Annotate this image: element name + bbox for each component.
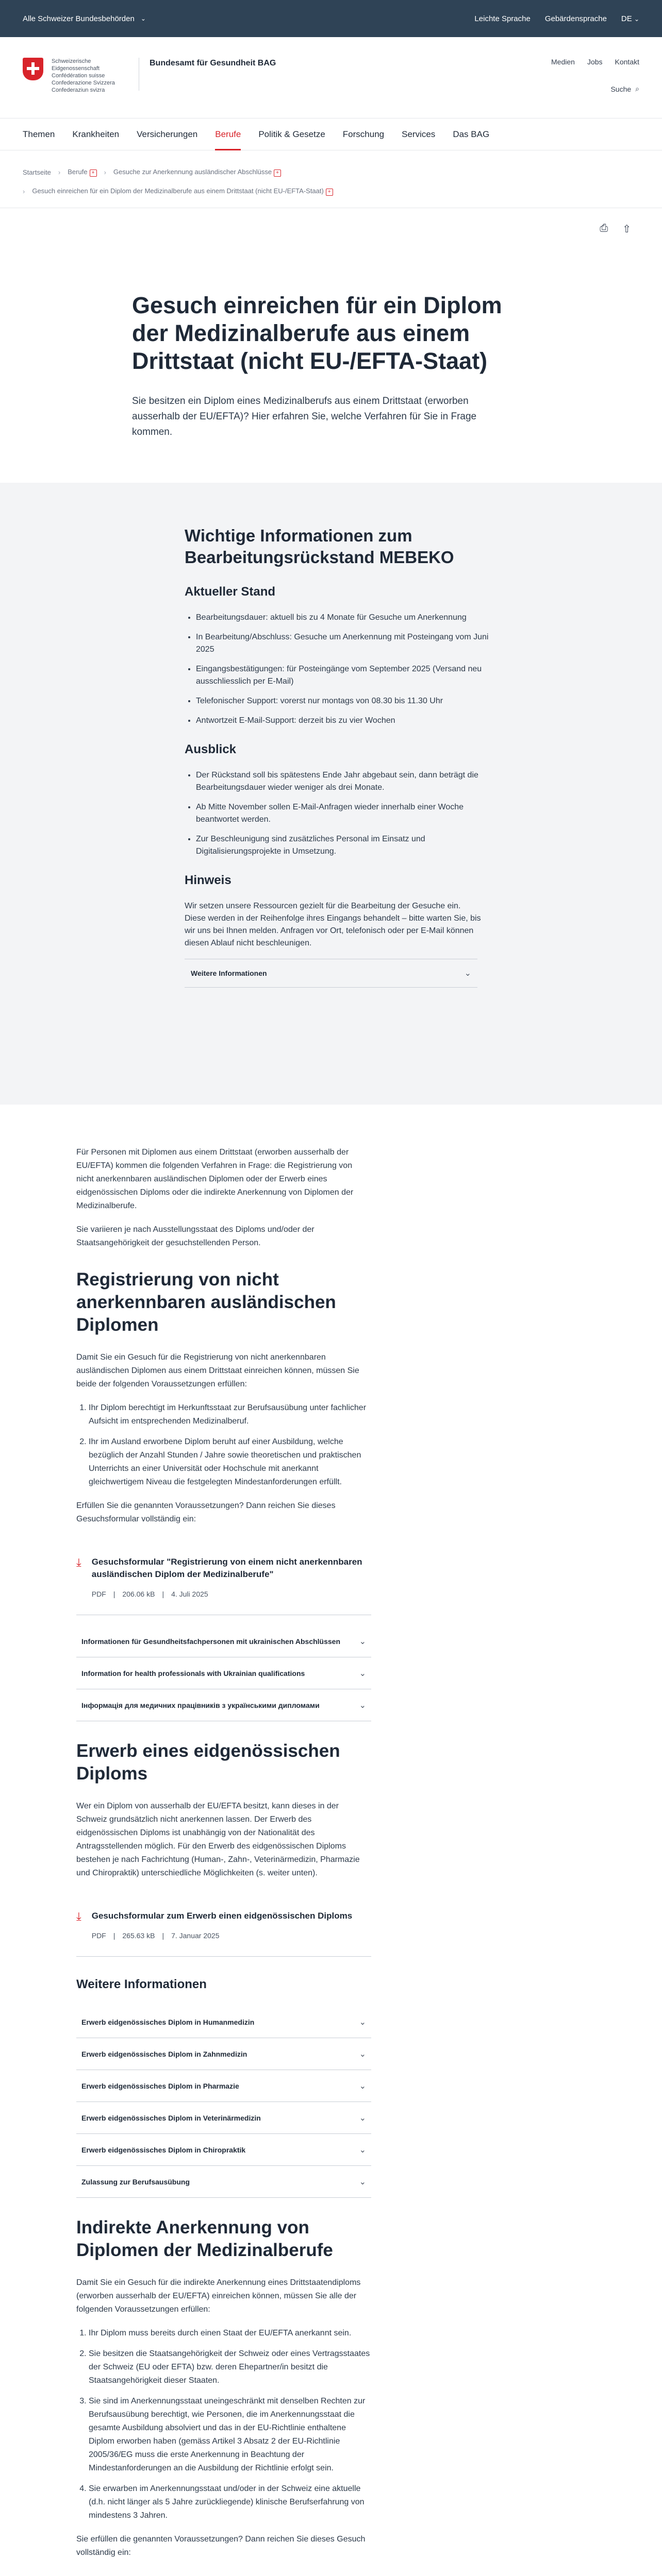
accordion-item[interactable]: Інформація для медичних працівників з українськими дипломами ⌄ bbox=[76, 1689, 371, 1721]
list-item: • Telefonischer Support: vorerst nur montags von 08.30 bis 11.30 Uhr bbox=[196, 695, 495, 707]
expand-icon: + bbox=[326, 189, 333, 196]
department-name: Bundesamt für Gesundheit BAG bbox=[150, 59, 276, 67]
media-link[interactable]: Medien bbox=[551, 58, 575, 66]
page-lead: Sie besitzen ein Diplom eines Medizinalberufs aus einem Drittstaat (erworben ausserhalb der EU/EFTA)? Hier erfahren Sie, welche Verfahren für Sie in Frage kommen. bbox=[132, 396, 477, 437]
accordion-item[interactable]: Zulassung zur Berufsausübung ⌄ bbox=[76, 2166, 371, 2198]
chevron-down-icon: ⌄ bbox=[359, 2177, 366, 2187]
chevron-down-icon: ⌄ bbox=[359, 2145, 366, 2155]
chevron-down-icon: ⌄ bbox=[359, 2113, 366, 2123]
intro-text: Sie variieren je nach Ausstellungsstaat des Diploms und/oder der Staatsangehörigkeit der gesuchstellenden Person. bbox=[76, 1225, 315, 1247]
breadcrumb-gesuche[interactable]: Gesuche zur Anerkennung ausländischer Abschlüsse + bbox=[113, 168, 281, 177]
search-button[interactable]: Suche ⌕ bbox=[610, 84, 639, 93]
swiss-cross-icon bbox=[23, 58, 43, 80]
download-item[interactable] bbox=[76, 2570, 371, 2576]
hint-text: Wir setzen unsere Ressourcen gezielt für die Bearbeitung der Gesuche ein. Diese werden in der Reihenfolge ihres Eingangs behandelt – bitte warten Sie, bis wir uns bei Ihnen melden. Anfragen vor Ort, telefonisch oder per E-Mail können diesen Ablauf nicht beschleunigen. bbox=[185, 902, 481, 947]
chevron-down-icon: ⌄ bbox=[359, 1669, 366, 1678]
contact-link[interactable]: Kontakt bbox=[615, 58, 639, 66]
accordion-item[interactable]: Erwerb eidgenössisches Diplom in Veterinärmedizin ⌄ bbox=[76, 2102, 371, 2134]
list-item: 2. Ihr im Ausland erworbene Diplom beruht auf einer Ausbildung, welche bezüglich der Anzahl Stunden / Jahre sowie theoretischen und praktischen Unterrichts an einer Universität oder Hochschule mit anerkannt gleichwertigem Niveau die festgelegten Mindestanforderungen erfüllt. bbox=[89, 1435, 371, 1489]
section-text: Damit Sie ein Gesuch für die Registrierung von nicht anerkennbaren ausländischen Diplomen aus einem Drittstaat einreichen können, müssen Sie beide der folgenden Voraussetzungen erfüllen: bbox=[76, 1353, 359, 1388]
all-authorities[interactable]: Alle Schweizer Bundesbehörden ⌄ bbox=[23, 14, 146, 23]
nav-item-berufe[interactable]: Berufe bbox=[215, 129, 241, 150]
download-icon: ⤓ bbox=[76, 1910, 81, 1923]
section-text: Wer ein Diplom von ausserhalb der EU/EFTA besitzt, kann dieses in der Schweiz grundsätzlich nicht anerkennen lassen. Der Erwerb des eidgenössischen Diploms ist unabhängig von der Nationalität des Antragsstellenden möglich. Für den Erwerb des eidgenössischen Diploms bestehen je nach Fachrichtung (Human-, Zahn-, Veterinärmedizin, Pharmazie und Chiropraktik) unterschiedliche Möglichkeiten (s. weiter unten). bbox=[76, 1802, 360, 1877]
list-item: • Bearbeitungsdauer: aktuell bis zu 4 Monate für Gesuche um Anerkennung bbox=[196, 612, 495, 624]
download-item[interactable]: ⤓ Gesuchsformular zum Erwerb einen eidgenössischen Diploms PDF | 265.63 kB | 7. Januar 2025 bbox=[76, 1890, 371, 1957]
top-bar bbox=[0, 0, 662, 37]
list-item: • Ab Mitte November sollen E-Mail-Anfragen wieder innerhalb einer Woche beantwortet werden. bbox=[196, 801, 495, 826]
accordion-item[interactable]: Informationen für Gesundheitsfachpersonen mit ukrainischen Abschlüssen ⌄ bbox=[76, 1625, 371, 1657]
accordion-item[interactable]: Erwerb eidgenössisches Diplom in Chiropraktik ⌄ bbox=[76, 2134, 371, 2166]
expand-icon: + bbox=[274, 170, 281, 177]
status-title: Aktueller Stand bbox=[185, 585, 276, 599]
info-title: Wichtige Informationen zum Bearbeitungsrückstand MEBEKO bbox=[185, 526, 454, 567]
accordion-item[interactable]: Erwerb eidgenössisches Diplom in Humanmedizin ⌄ bbox=[76, 2006, 371, 2038]
chevron-down-icon: ⌄ bbox=[359, 2018, 366, 2027]
hint-title: Hinweis bbox=[185, 873, 231, 887]
accordion-item[interactable]: Erwerb eidgenössisches Diplom in Pharmazie ⌄ bbox=[76, 2070, 371, 2102]
breadcrumb: Startseite › Berufe + › Gesuche zur Anerkennung ausländischer Abschlüsse + › Gesuch einreichen für ein Diplom der Medizinalberufe aus einem Drittstaat (nicht EU-/EFTA-Staat) + bbox=[0, 150, 662, 208]
nav-item-themen[interactable]: Themen bbox=[23, 129, 55, 139]
breadcrumb-current: Gesuch einreichen für ein Diplom der Medizinalberufe aus einem Drittstaat (nicht EU-/EFTA-Staat) + bbox=[32, 187, 333, 196]
main-navigation bbox=[0, 118, 662, 150]
section-title: Erwerb eines eidgenössischen Diploms bbox=[76, 1741, 340, 1784]
print-icon[interactable]: ⎙ bbox=[600, 223, 608, 234]
requirements-list bbox=[76, 2327, 371, 2522]
main-content bbox=[0, 1105, 371, 2576]
requirements-list bbox=[76, 1401, 371, 1489]
list-item: 2. Sie besitzen die Staatsangehörigkeit der Schweiz oder eines Vertragsstaates der Schweiz (EU oder EFTA) bzw. deren Ehepartner/in besitzt die Staatsangehörigkeit dieser Staaten. bbox=[89, 2347, 371, 2387]
nav-item-services[interactable]: Services bbox=[402, 129, 436, 139]
nav-item-forschung[interactable]: Forschung bbox=[342, 129, 385, 139]
easy-language-link[interactable]: Leichte Sprache bbox=[474, 14, 531, 23]
accordion-item[interactable]: Information for health professionals with Ukrainian qualifications ⌄ bbox=[76, 1657, 371, 1689]
breadcrumb-berufe[interactable]: Berufe + bbox=[68, 168, 96, 177]
more-info-accordion[interactable]: Weitere Informationen ⌄ bbox=[185, 959, 477, 988]
nav-item-versicherungen[interactable]: Versicherungen bbox=[137, 129, 198, 139]
search-icon: ⌕ bbox=[635, 84, 639, 93]
logo-link[interactable] bbox=[23, 58, 276, 91]
chevron-down-icon: ⌄ bbox=[359, 2049, 366, 2059]
nav-item-krankheiten[interactable]: Krankheiten bbox=[72, 129, 120, 139]
list-item: • Antwortzeit E-Mail-Support: derzeit bis zu vier Wochen bbox=[196, 715, 495, 727]
sign-language-link[interactable]: Gebärdensprache bbox=[544, 14, 607, 23]
page-title: Gesuch einreichen für ein Diplom der Medizinalberufe aus einem Drittstaat (nicht EU-/EFTA-Staat) bbox=[132, 292, 502, 374]
subsection-title: Weitere Informationen bbox=[76, 1977, 207, 1991]
expand-icon: + bbox=[90, 170, 97, 177]
list-item: • Eingangsbestätigungen: für Posteingänge vom September 2025 (Versand neu ausschliesslich per E-Mail) bbox=[196, 663, 495, 688]
site-header bbox=[0, 37, 662, 118]
status-list bbox=[185, 612, 662, 727]
list-item: • Der Rückstand soll bis spätestens Ende Jahr abgebaut sein, dann beträgt die Bearbeitungsdauer wieder weniger als drei Monate. bbox=[196, 769, 495, 794]
language-select[interactable]: DE ⌄ bbox=[621, 14, 639, 23]
section-title: Registrierung von nicht anerkennbaren ausländischen Diplomen bbox=[76, 1269, 336, 1335]
chevron-down-icon: ⌄ bbox=[359, 1701, 366, 1710]
breadcrumb-home[interactable]: Startseite bbox=[23, 168, 51, 176]
nav-item-politik[interactable]: Politik & Gesetze bbox=[258, 129, 325, 139]
share-icon[interactable]: ⇧ bbox=[622, 224, 631, 235]
outlook-title: Ausblick bbox=[185, 742, 237, 756]
section-text: Sie erfüllen die genannten Voraussetzungen? Dann reichen Sie dieses Gesuch vollständig ein: bbox=[76, 2535, 366, 2557]
list-item: 1. Ihr Diplom muss bereits durch einen Staat der EU/EFTA anerkannt sein. bbox=[89, 2327, 371, 2340]
list-item: 3. Sie sind im Anerkennungsstaat uneingeschränkt mit denselben Rechten zur Berufsausübung berechtigt, wie Personen, die im Anerkennungsstaat die gesamte Ausbildung absolviert und das in der EU-Richtlinie enthaltene Diplom erworben haben (gemäss Artikel 3 Absatz 2 der EU-Richtlinie 2005/36/EG muss die erste Anerkennung in Beachtung der Mindestanforderungen an die Ausbildung der Richtlinie erfolgt sein. bbox=[89, 2395, 371, 2475]
confederation-name: Schweizerische Eidgenossenschaft Confédération suisse Confederazione Svizzera Confederaziun svizra bbox=[52, 58, 139, 91]
accordion-item[interactable]: Erwerb eidgenössisches Diplom in Zahnmedizin ⌄ bbox=[76, 2038, 371, 2070]
chevron-down-icon: ⌄ bbox=[140, 15, 146, 22]
chevron-down-icon: ⌄ bbox=[464, 969, 471, 978]
nav-item-das-bag[interactable]: Das BAG bbox=[453, 129, 490, 139]
chevron-down-icon: ⌄ bbox=[359, 2081, 366, 2091]
jobs-link[interactable]: Jobs bbox=[587, 58, 603, 66]
section-text: Damit Sie ein Gesuch für die indirekte Anerkennung eines Drittstaatendiploms (erworben ausserhalb der EU/EFTA) einreichen können, müssen Sie alle der folgenden Voraussetzungen erfüllen: bbox=[76, 2278, 361, 2314]
page-hero bbox=[0, 239, 662, 483]
list-item: • Zur Beschleunigung sind zusätzliches Personal im Einsatz und Digitalisierungsprojekte in Umsetzung. bbox=[196, 833, 495, 858]
chevron-down-icon: ⌄ bbox=[634, 15, 639, 23]
list-item: 1. Ihr Diplom berechtigt im Herkunftsstaat zur Berufsausübung unter fachlicher Aufsicht im entsprechenden Medizinalberuf. bbox=[89, 1401, 371, 1428]
chevron-down-icon: ⌄ bbox=[359, 1637, 366, 1646]
intro-text: Für Personen mit Diplomen aus einem Drittstaat (erworben ausserhalb der EU/EFTA) kommen die folgenden Verfahren in Frage: die Registrierung von nicht anerkennbaren ausländischen Diplomen oder der Erwerb eines eidgenössischen Diploms oder die indirekte Anerkennung von Diplomen der Medizinalberufe. bbox=[76, 1148, 354, 1210]
download-icon: ⤓ bbox=[76, 1556, 81, 1569]
section-text: Erfüllen Sie die genannten Voraussetzungen? Dann reichen Sie dieses Gesuchsformular vollständig ein: bbox=[76, 1501, 336, 1523]
section-title: Indirekte Anerkennung von Diplomen der Medizinalberufe bbox=[76, 2217, 333, 2260]
list-item: • In Bearbeitung/Abschluss: Gesuche um Anerkennung mit Posteingang vom Juni 2025 bbox=[196, 631, 495, 656]
list-item: 4. Sie erwarben im Anerkennungsstaat und/oder in der Schweiz eine aktuelle (d.h. nicht länger als 5 Jahre zurückliegende) klinische Berufserfahrung von mindestens 3 Jahren. bbox=[89, 2482, 371, 2522]
download-item[interactable]: ⤓ Gesuchsformular "Registrierung von einem nicht anerkennbaren ausländischen Diplom der Medizinalberufe" PDF | 206.06 kB | 4. Juli 2025 bbox=[76, 1536, 371, 1615]
page-tools bbox=[0, 208, 662, 239]
outlook-list bbox=[185, 769, 662, 858]
info-box bbox=[0, 483, 662, 1105]
